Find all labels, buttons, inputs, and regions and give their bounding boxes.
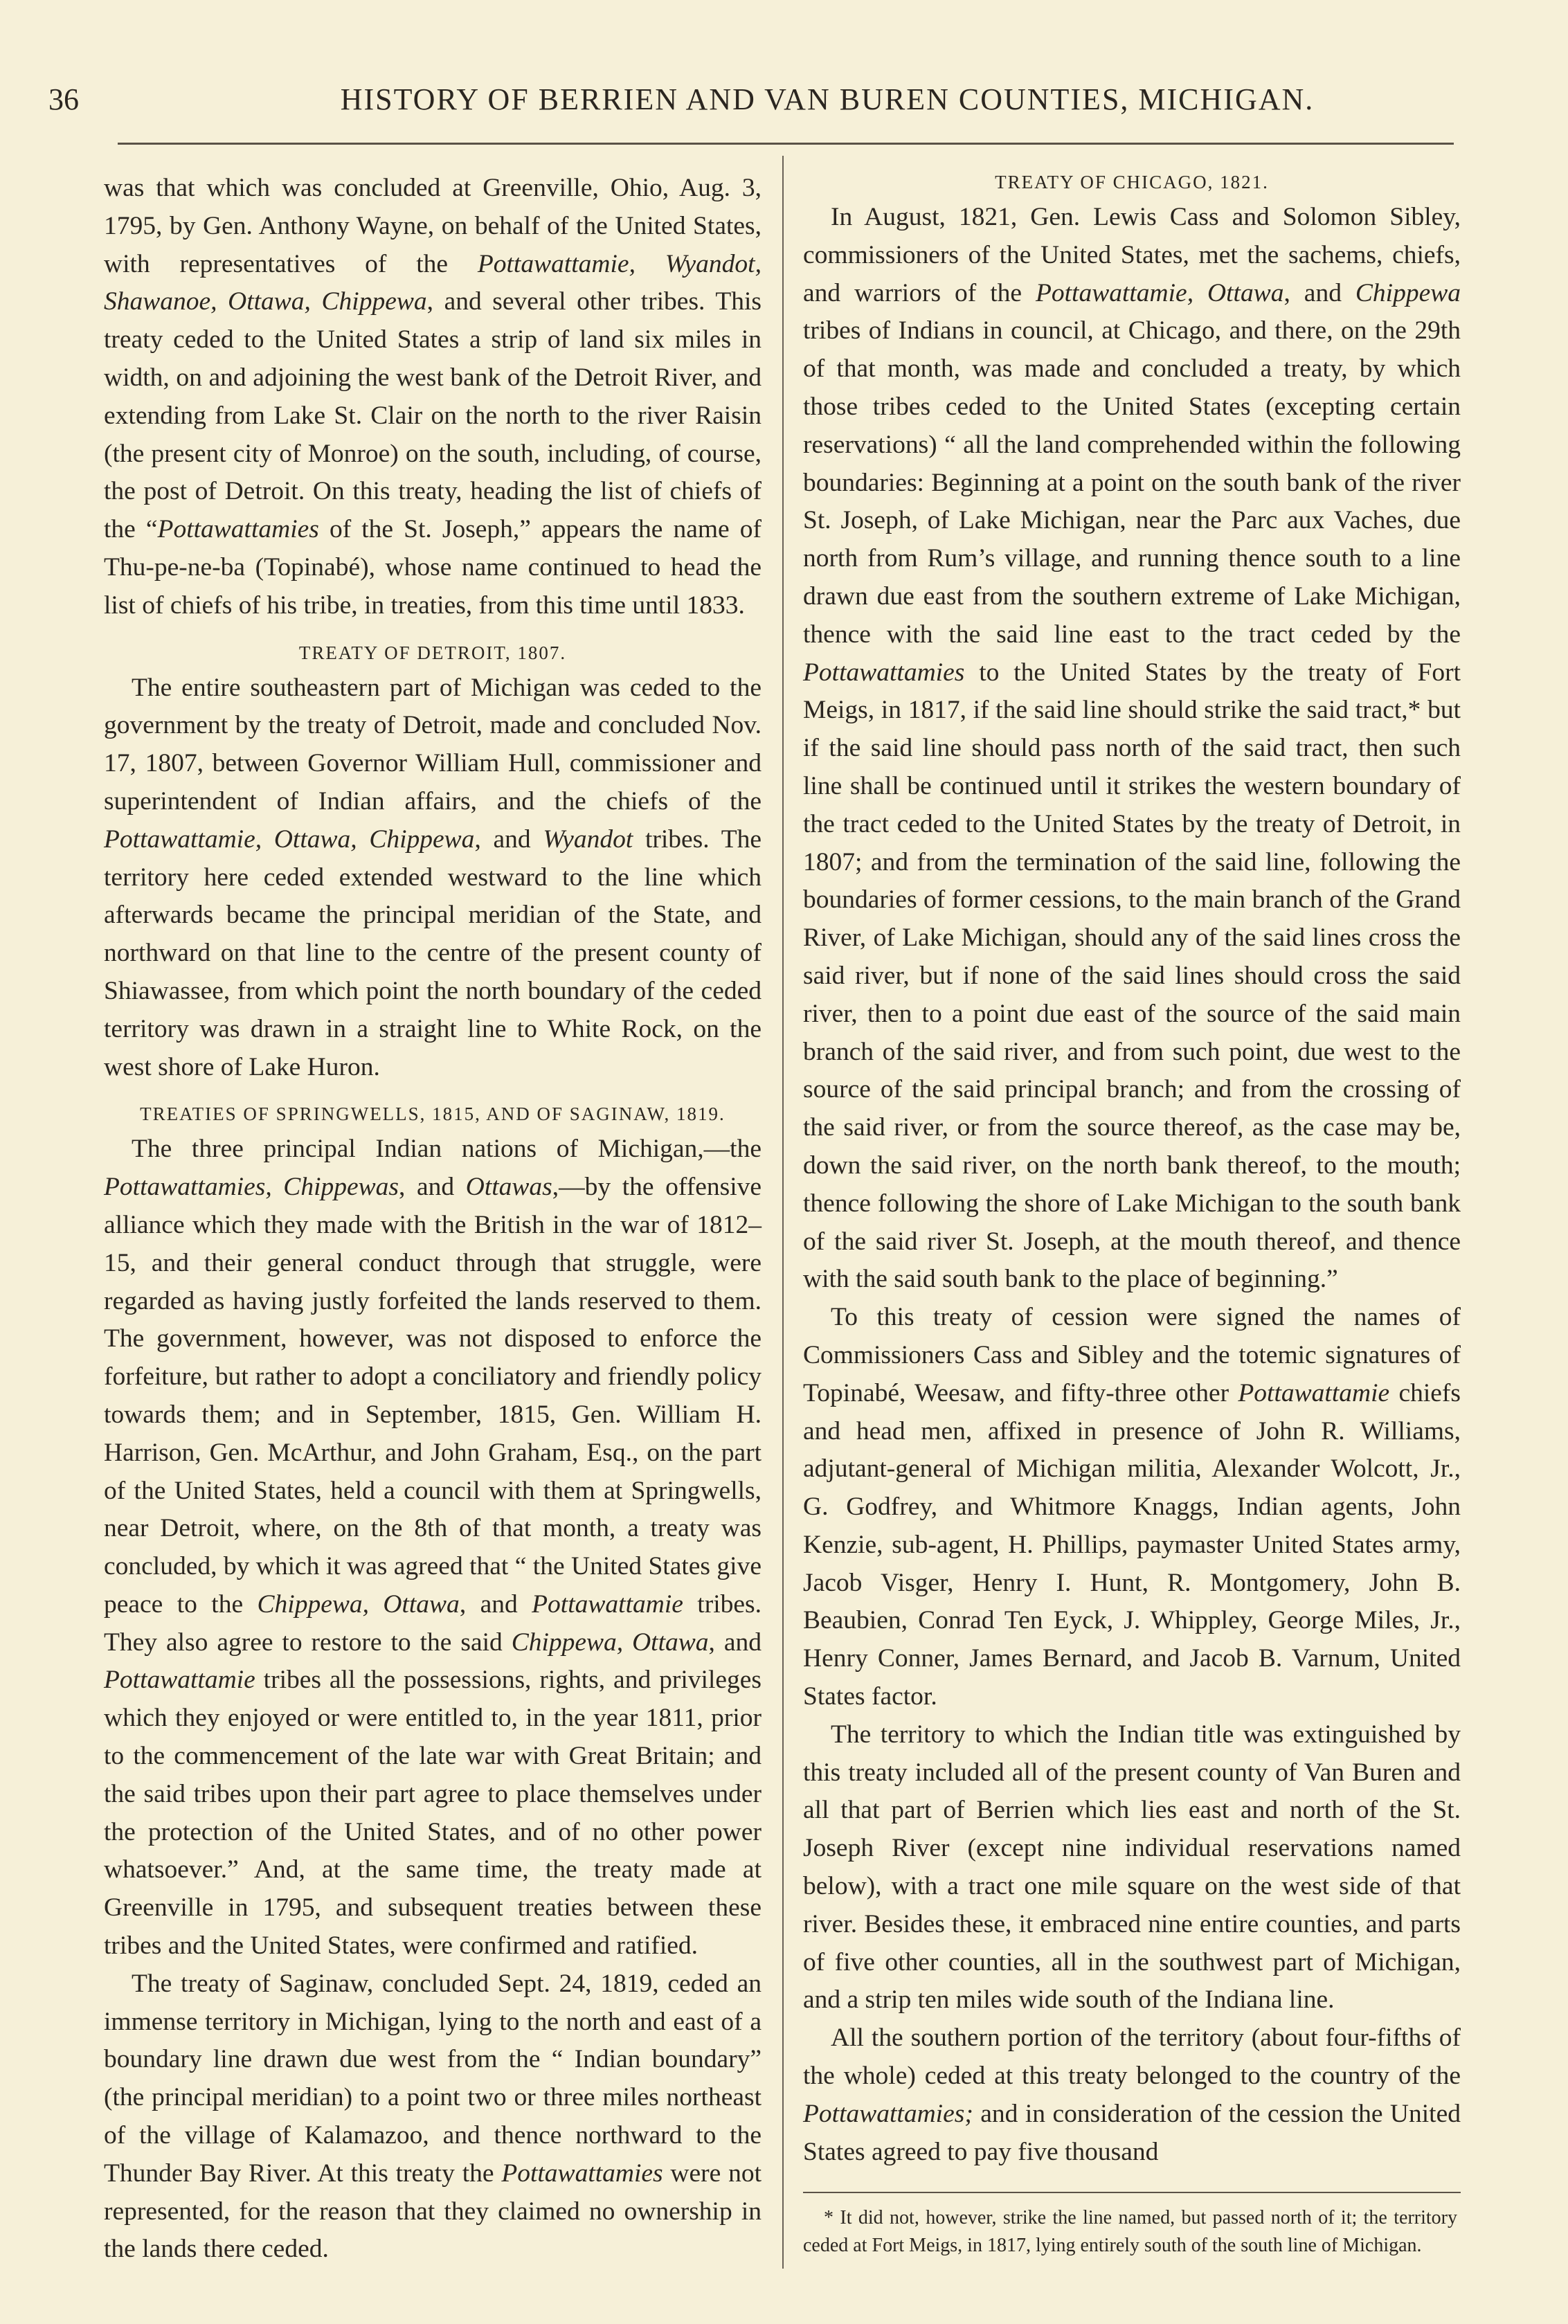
text-run: , and <box>474 825 543 854</box>
italic-text: Ottawas <box>465 1173 552 1202</box>
italic-text: Pottawattamies, Chippewas <box>104 1173 399 1202</box>
text-run: tribes. They also agree to restore to the said <box>104 1589 762 1657</box>
footnote-rule <box>803 2192 1461 2193</box>
left-column <box>104 170 762 2269</box>
right-column-wrapper <box>803 170 1461 2260</box>
page-number: 36 <box>48 82 79 116</box>
text-run: The three principal Indian nations of Michigan,—the <box>132 1135 762 1164</box>
running-header <box>48 82 1468 130</box>
paragraph <box>803 2019 1461 2171</box>
section-heading: TREATIES OF SPRINGWELLS, 1815, AND OF SAGINAW, 1819. <box>140 1104 726 1125</box>
italic-text: Pottawattamie, Ottawa <box>1035 278 1284 307</box>
paragraph <box>803 1716 1461 2019</box>
paragraph <box>803 1299 1461 1716</box>
text-run: , and <box>708 1628 762 1657</box>
paragraph <box>104 669 762 1087</box>
paragraph <box>104 1131 762 1965</box>
text-run: tribes all the possessions, rights, and privileges which they enjoyed or were entitled to, in the year 1811, prior to the commencement of the late war with Great Britain; and the said tribes upon their part agree to place themselves under the protection of the United States, and of no other power whatsoever.” And, at the same time, the treaty made at Greenville in 1795, and subsequent treaties between these tribes and the United States, were confirmed and ratified. <box>104 1666 762 1961</box>
text-run: The entire southeastern part of Michigan was ceded to the government by the treaty of Detroit, made and concluded Nov. 17, 1807, between Governor William Hull, commissioner and superintendent of Indian affairs, and the chiefs of the <box>104 673 762 816</box>
italic-text: Pottawattamies <box>157 515 319 544</box>
italic-text: Pottawattamie, Ottawa, Chippewa <box>104 825 475 854</box>
italic-text: Pottawattamie <box>532 1589 683 1619</box>
italic-text: Pottawattamies; <box>803 2099 973 2128</box>
text-run: To this treaty of cession were signed the names of Commissioners Cass and Sibley and the totemic signatures of Topinabé, Weesaw, and fifty-three other <box>803 1303 1461 1407</box>
text-run: of the St. Joseph,” appears the name of Thu-pe-ne-ba (Topinabé), whose name continued to head the list of chiefs of his tribe, in treaties, from this time until 1833. <box>104 515 762 620</box>
text-run: were not represented, for the reason that they claimed no ownership in the lands there ceded. <box>104 2159 762 2264</box>
italic-text: Pottawattamie, Wyandot, Shawanoe, Ottawa, Chippewa <box>104 249 762 316</box>
header-rule <box>118 143 1454 145</box>
italic-text: Chippewa, Ottawa <box>257 1589 460 1619</box>
text-run: , and <box>1283 278 1355 307</box>
text-run: was that which was concluded at Greenville, Ohio, Aug. 3, 1795, by Gen. Anthony Wayne, on behalf of the United States, with representatives of the <box>104 174 762 278</box>
text-run: to the United States by the treaty of Fort Meigs, in 1817, if the said line should strike the said tract,* but if the said line should pass north of the said tract, then such line shall be continued until it strikes the western boundary of the tract ceded to the United States by the treaty of Detroit, in 1807; and from the termination of the said line, following the boundaries of former cessions, to the main branch of the Grand River, of Lake Michigan, should any of the said lines cross the said river, but if none of the said lines should cross the said river, then to a point due east of the source of the said main branch of the said river, and from such point, due west to the source of the said principal branch; and from the crossing of the said river, or from the source thereof, as the case may be, down the said river, on the north bank thereof, to the mouth; thence following the shore of Lake Michigan to the south bank of the said river St. Joseph, at the mouth thereof, and thence with the said south bank to the place of beginning.” <box>803 658 1461 1294</box>
section-heading: TREATY OF CHICAGO, 1821. <box>995 172 1269 192</box>
italic-text: Chippewa <box>1355 278 1461 307</box>
text-run: All the southern portion of the territory (about four-fifths of the whole) ceded at this treaty belonged to the country of the <box>803 2024 1461 2091</box>
text-run: and in consideration of the cession the United States agreed to pay five thousand <box>803 2099 1461 2166</box>
italic-text: Chippewa, Ottawa <box>511 1628 709 1657</box>
text-run: tribes. The territory here ceded extended westward to the line which afterwards became the principal meridian of the State, and northward on that line to the centre of the present county of Shiawassee, from which point the north boundary of the ceded territory was drawn in a straight line to White Rock, on the west shore of Lake Huron. <box>104 825 762 1081</box>
text-run: , and several other tribes. This treaty ceded to the United States a strip of land six miles in width, on and adjoining the west bank of the Detroit River, and extending from Lake St. Clair on the north to the river Raisin (the present city of Monroe) on the south, including, of course, the post of Detroit. On this treaty, heading the list of chiefs of the “ <box>104 287 762 544</box>
text-run: , and <box>399 1173 466 1202</box>
paragraph <box>104 1965 762 2269</box>
italic-text: Pottawattamies <box>803 658 965 687</box>
italic-text: Pottawattamie <box>104 1666 255 1695</box>
italic-text: Wyandot <box>543 825 633 854</box>
text-run: ,—by the offensive alliance which they made with the British in the war of 1812–15, and their general conduct through that struggle, were regarded as having justly forfeited the lands reserved to them. The government, however, was not disposed to enforce the forfeiture, but rather to adopt a conciliatory and friendly policy towards them; and in September, 1815, Gen. William H. Harrison, Gen. McArthur, and John Graham, Esq., on the part of the United States, held a council with them at Springwells, near Detroit, where, on the 8th of that month, a treaty was concluded, by which it was agreed that “ the United States give peace to the <box>104 1173 762 1619</box>
text-run: , and <box>459 1589 532 1619</box>
running-title: HISTORY OF BERRIEN AND VAN BUREN COUNTIES, MICHIGAN. <box>340 82 1315 116</box>
italic-text: Pottawattamies <box>501 2159 663 2188</box>
text-run: The treaty of Saginaw, concluded Sept. 24, 1819, ceded an immense territory in Michigan, lying to the north and east of a boundary line drawn due west from the “ Indian boundary” (the principal meridian) to a point two or three miles northeast of the village of Kalamazoo, and thence northward to the Thunder Bay River. At this treaty the <box>104 1969 762 2188</box>
section-heading: TREATY OF DETROIT, 1807. <box>298 642 567 663</box>
paragraph <box>803 199 1461 1299</box>
italic-text: Pottawattamie <box>1238 1378 1390 1407</box>
text-run: The territory to which the Indian title was extinguished by this treaty included all of the present county of Van Buren and all that part of Berrien which lies east and north of the St. Joseph River (except nine individual reservations named below), with a tract one mile square on the west side of that river. Besides these, it embraced nine entire counties, and parts of five other counties, all in the southwest part of Michigan, and a strip ten miles wide south of the Indiana line. <box>803 1720 1461 2015</box>
text-run: tribes of Indians in council, at Chicago, and there, on the 29th of that month, was made and concluded a treaty, by which those tribes ceded to the United States (excepting certain reservations) “ all the land comprehended within the following boundaries: Beginning at a point on the south bank of the river St. Joseph, of Lake Michigan, near the Parc aux Vaches, due north from Rum’s village, and running thence south to a line drawn due east from the southern extreme of Lake Michigan, thence with the said line east to the tract ceded by the <box>803 316 1461 649</box>
text-run: chiefs and head men, affixed in presence of John R. Williams, adjutant-general of Michigan militia, Alexander Wolcott, Jr., G. Godfrey, and Whitmore Knaggs, Indian agents, John Kenzie, sub-agent, H. Phillips, paymaster United States army, Jacob Visger, Henry I. Hunt, R. Montgomery, John B. Beaubien, Conrad Ten Eyck, J. Whippley, George Miles, Jr., Henry Conner, James Bernard, and Jacob B. Varnum, United States factor. <box>803 1378 1461 1711</box>
text-run: In August, 1821, Gen. Lewis Cass and Solomon Sibley, commissioners of the United States, met the sachems, chiefs, and warriors of the <box>803 203 1461 307</box>
column-divider <box>782 156 784 2269</box>
paragraph <box>104 170 762 625</box>
footnote-text: * It did not, however, strike the line named, but passed north of it; the territory ceded at Fort Meigs, in 1817, lying entirely south of the south line of Michigan. <box>803 2207 1457 2257</box>
footnote <box>803 2204 1457 2260</box>
right-column <box>803 170 1461 2171</box>
